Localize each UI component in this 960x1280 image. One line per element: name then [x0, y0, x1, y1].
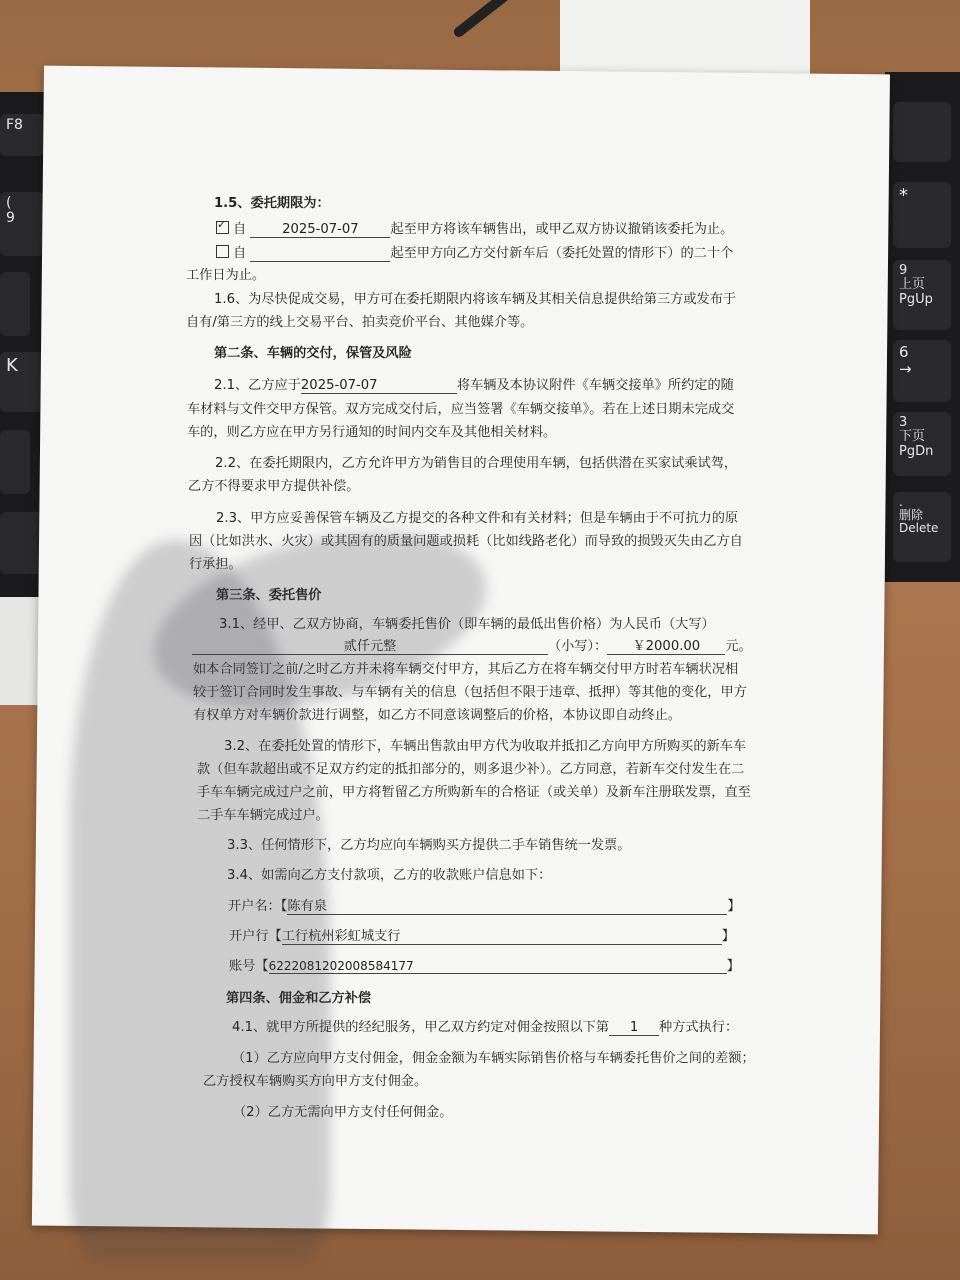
p21-line2: 车材料与文件交甲方保管。双方完成交付后，应当签署《车辆交接单》。若在上述日期未完成交 [187, 402, 735, 417]
p32-line2: 款（但车款超出或不足双方约定的抵扣部分的，则多退少补）。乙方同意，若新车交付发生在二 [197, 762, 745, 777]
p31-upper-amount: 贰仟元整 [192, 635, 548, 655]
key-pgup: 9 上页 PgUp [893, 260, 951, 330]
p31-small-amount: ￥2000.00 [607, 635, 725, 655]
account-bank: 工行杭州彩虹城支行 [282, 925, 722, 945]
p31-unit: 元。 [725, 639, 752, 654]
p41-option-number: 1 [609, 1020, 659, 1036]
p22-line1: 2.2、在委托期限内，乙方允许甲方为销售目的合理使用车辆，包括供潜在买家试乘试驾， [215, 456, 738, 471]
opt1-date: 2025-07-07 [250, 222, 390, 238]
opt2-continuation: 工作日为止。 [186, 268, 266, 283]
p21-line1 [214, 374, 734, 394]
p32-line1: 3.2、在委托处置的情形下，车辆出售款由甲方代为收取并抵扣乙方向甲方所购买的新车车 [224, 739, 747, 754]
p31-line4: 较于签订合同时发生事故、与车辆有关的信息（包括但不限于违章、抵押）等其他的变化，甲方 [193, 685, 747, 700]
opt2-text: 起至甲方向乙方交付新车后（委托处置的情形下）的二十个 [390, 246, 734, 261]
opt1-prefix: 自 [233, 222, 247, 237]
account-name-row [228, 895, 741, 915]
p41-prefix: 4.1、就甲方所提供的经纪服务，甲乙双方约定对佣金按照以下第 [232, 1020, 610, 1035]
p23-line2: 因（比如洪水、火灾）或其固有的质量问题或损耗（比如线路老化）而导致的损毁灭失由乙方自 [189, 534, 743, 549]
p16-line1: 1.6、为尽快促成交易，甲方可在委托期限内将该车辆及其相关信息提供给第三方或发布于 [214, 292, 737, 307]
p31-small-label: （小写）： [548, 639, 608, 654]
checkbox-checked-icon [216, 221, 229, 234]
opt1-text: 起至甲方将该车辆售出，或甲乙双方协议撤销该委托为止。 [390, 222, 734, 237]
p22-line2: 乙方不得要求甲方提供补偿。 [188, 479, 360, 494]
p31-line3: 如本合同签订之前/之时乙方并未将车辆交付甲方，其后乙方在将车辆交付甲方时若车辆状况相 [193, 662, 739, 677]
account-number: 6222081202008584177 [269, 959, 727, 974]
account-number-label: 账号【 [229, 959, 269, 974]
key-asterisk: * [893, 182, 951, 248]
p41-option2: （2）乙方无需向甲方支付任何佣金。 [233, 1105, 453, 1120]
bracket-close: 】 [721, 929, 735, 944]
p41-option1-line2: 乙方授权车辆购买方向甲方支付佣金。 [203, 1074, 428, 1089]
p16-line2: 自有/第三方的线上交易平台、拍卖竞价平台、其他媒介等。 [186, 315, 534, 330]
term-option-1 [216, 218, 733, 238]
article-4-title: 第四条、佣金和乙方补偿 [226, 991, 372, 1006]
account-name: 陈有泉 [287, 895, 727, 915]
p21-date: 2025-07-07 [301, 378, 457, 394]
article-3-title: 第三条、委托售价 [216, 588, 322, 603]
p21-suffix: 将车辆及本协议附件《车辆交接单》所约定的随 [456, 378, 734, 393]
key-f8: F8 [0, 114, 44, 156]
key-k: K [0, 352, 44, 412]
p23-line1: 2.3、甲方应妥善保管车辆及乙方提交的各种文件和有关材料；但是车辆由于不可抗力的原 [216, 511, 739, 526]
p23-line3: 行承担。 [189, 557, 242, 572]
p31-line5: 有权单方对车辆价款进行调整，如乙方不同意该调整后的价格，本协议即自动终止。 [193, 708, 681, 723]
key-6: 6 → [893, 340, 951, 402]
account-bank-row [229, 925, 735, 945]
opt2-prefix: 自 [233, 246, 247, 261]
p33: 3.3、任何情形下，乙方均应向车辆购买方提供二手车销售统一发票。 [227, 838, 631, 853]
p21-prefix: 2.1、乙方应于 [214, 378, 301, 393]
p31-line2 [192, 635, 752, 655]
key-pgdn: 3 下页 PgDn [893, 412, 951, 476]
key-delete: . 删除 Delete [893, 492, 951, 562]
term-option-2 [216, 242, 733, 262]
checkbox-empty-icon [216, 245, 229, 258]
article-2-title: 第二条、车辆的交付，保管及风险 [214, 346, 412, 361]
p31-line1: 3.1、经甲、乙双方协商，车辆委托售价（即车辆的最低出售价格）为人民币（大写） [219, 617, 715, 632]
bracket-close: 】 [726, 959, 740, 974]
p41-suffix: 种方式执行： [659, 1020, 739, 1035]
p34: 3.4、如需向乙方支付款项，乙方的收款账户信息如下： [227, 868, 552, 883]
account-bank-label: 开户行【 [229, 929, 282, 944]
account-number-row [229, 955, 740, 974]
section-1-5-title: 1.5、委托期限为： [214, 196, 330, 211]
bracket-close: 】 [727, 899, 741, 914]
account-name-label: 开户名：【 [228, 899, 288, 914]
p41-option1-line1: （1）乙方应向甲方支付佣金，佣金金额为车辆实际销售价格与车辆委托售价之间的差额； [232, 1051, 755, 1066]
p32-line4: 二手车车辆完成过户。 [197, 808, 329, 823]
key-9: ( 9 [0, 192, 44, 256]
p41-line [232, 1016, 738, 1036]
p21-line3: 车的，则乙方应在甲方另行通知的时间内交车及其他相关材料。 [187, 425, 557, 440]
p32-line3: 手车车辆完成过户之前，甲方将暂留乙方所购新车的合格证（或关单）及新车注册联发票，直至 [197, 785, 751, 800]
